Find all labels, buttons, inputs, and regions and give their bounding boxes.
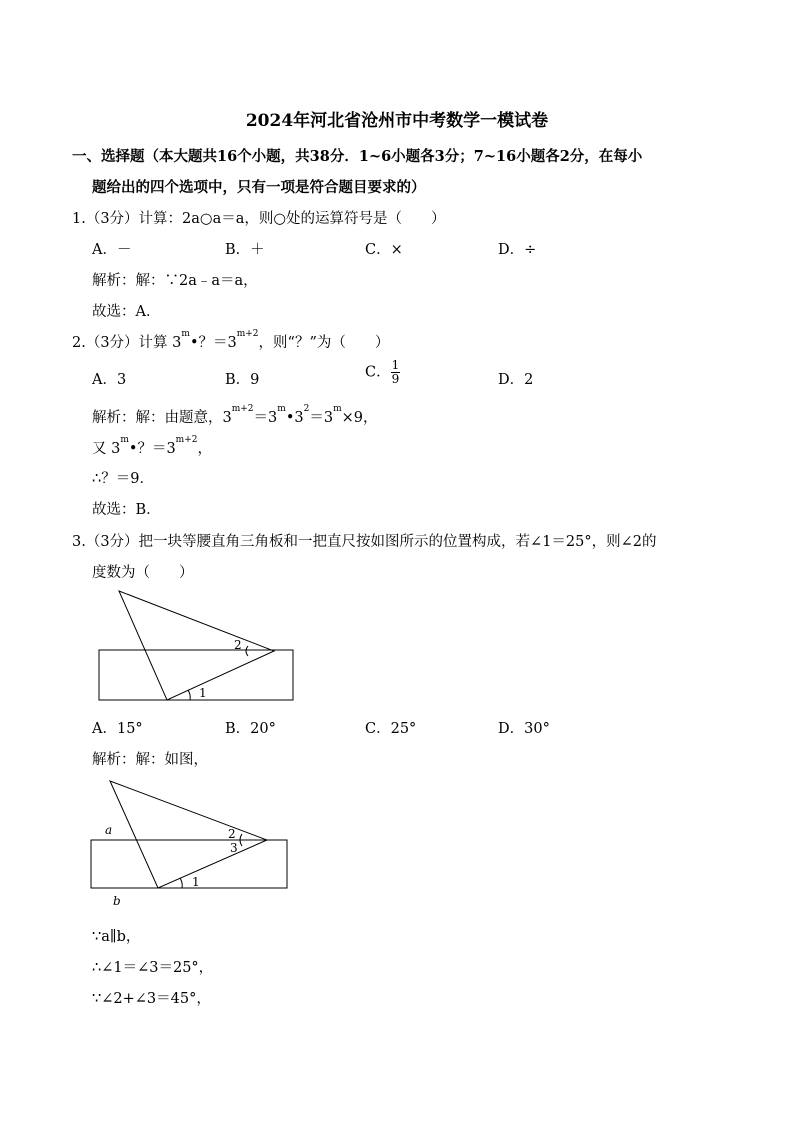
ruler-shape-2 (91, 840, 287, 888)
q3-step2: ∴∠1＝∠3＝25°， (92, 960, 214, 976)
q2-option-a: A．3 (92, 372, 127, 388)
q2-option-c: C． $\frac{1}{9}$ (365, 358, 400, 386)
line-b-label: b (113, 894, 121, 908)
q1-analysis: 解析：解：∵2a﹣a＝a， (92, 273, 258, 289)
q1-option-b: B．＋ (225, 242, 265, 258)
angle-2-label-2: 2 (228, 827, 236, 841)
triangle-shape-2 (110, 781, 267, 888)
angle-1-arc-2 (180, 878, 182, 888)
q2-analysis-line2: 又 $3^m•$？$=3^{m+2}$， (92, 435, 212, 457)
angle-2-label: 2 (234, 638, 242, 652)
q1-option-a: A．－ (92, 242, 132, 258)
fraction-one-ninth: $\frac{1}{9}$ (391, 358, 400, 386)
angle-1-label-2: 1 (192, 875, 200, 889)
q3-option-c: C．25° (365, 721, 417, 737)
section-heading-line2: 题给出的四个选项中，只有一项是符合题目要求的） (92, 179, 426, 196)
line-a-label: a (105, 823, 113, 837)
q3-option-b: B．20° (225, 721, 276, 737)
q3-step3: ∵∠2+∠3＝45°， (92, 991, 211, 1007)
q2-answer: 故选：B． (92, 502, 161, 518)
q3-option-d: D．30° (498, 721, 550, 737)
q1-option-d: D．÷ (498, 242, 537, 258)
angle-1-label: 1 (199, 686, 207, 700)
q3-step1: ∵a∥b， (92, 929, 141, 945)
q3-stem-line2: 度数为（ ） (92, 565, 194, 581)
q3-option-a: A．15° (92, 721, 143, 737)
q2-stem: 2.（3分）计算 $3^m•$？$=3^{m+2}$，则“？”为（ ） (72, 329, 390, 351)
q1-stem: 1.（3分）计算：2a○a＝a，则○处的运算符号是（ ） (72, 211, 446, 227)
page-title: 2024年河北省沧州市中考数学一模试卷 (245, 111, 549, 131)
angle-3-label: 3 (230, 841, 238, 855)
q2-option-b: B．9 (225, 372, 260, 388)
q1-option-c: C．× (365, 242, 403, 258)
q2-option-d: D．2 (498, 372, 534, 388)
q3-analysis: 解析：解：如图， (92, 752, 208, 768)
q2-analysis-line3: ∴？＝9． (92, 471, 154, 487)
q1-answer: 故选：A． (92, 304, 161, 320)
q3-stem-line1: 3.（3分）把一块等腰直角三角板和一把直尺按如图所示的位置构成，若∠1＝25°，则∠2的 (72, 534, 657, 550)
q2-analysis: 解析：解：由题意，$3^{m+2}=3^m•3^2=3^m\times 9$， (92, 404, 378, 426)
section-heading-line1: 一、选择题（本大题共16个小题，共38分．1~6小题各3分；7~16小题各2分，在每小 (72, 148, 643, 165)
